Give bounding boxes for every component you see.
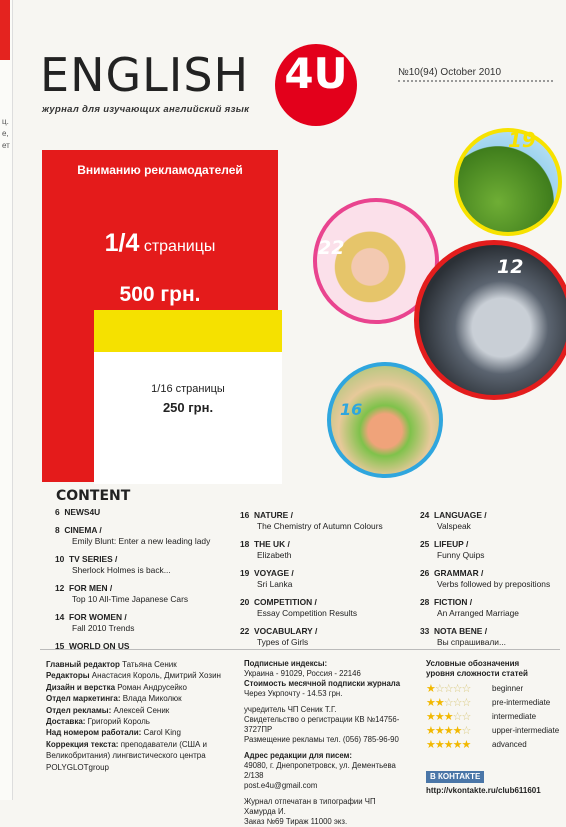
toc-article-title: The Chemistry of Autumn Colours (257, 521, 383, 531)
toc-section-title: LANGUAGE / (433, 510, 487, 520)
toc-item-header (55, 525, 235, 536)
toc-section-title: FICTION / (433, 597, 473, 607)
cost-text: Через Укрпочту - 14.53 грн. (244, 689, 343, 698)
ad-quarter-fraction: 1/4 (104, 229, 140, 257)
toc-item-header (55, 612, 235, 623)
toc-page-number: 22 (240, 626, 250, 636)
toc-section-title: FOR MEN / (68, 583, 113, 593)
credit-label: Над номером работали: (46, 728, 142, 738)
toc-article-title: Sherlock Holmes is back... (72, 565, 171, 575)
toc-article-title: An Arranged Marriage (437, 608, 519, 618)
magazine-tagline: журнал для изучающих английский язык (42, 104, 250, 115)
toc-section-title: NOTA BENE / (433, 626, 488, 636)
fruit-photo (327, 362, 443, 478)
toc-item-header (55, 554, 235, 565)
toc-article-title: Elizabeth (257, 550, 292, 560)
star-rating-icon: ★★★★★ (426, 738, 471, 751)
toc-item (55, 612, 235, 634)
vkontakte-badge[interactable]: В КОНТАКТЕ (426, 771, 484, 783)
toc-item-header (240, 568, 415, 579)
toc-section-title: TV SERIES / (68, 554, 118, 564)
toc-page-number: 18 (240, 539, 250, 549)
toc-section-title: CINEMA / (64, 525, 102, 535)
toc-item (55, 641, 235, 652)
credit-value: Григорий Король (87, 717, 150, 727)
ads-phone: Размещение рекламы тел. (056) 785-96-90 (244, 735, 399, 744)
ad-quarter-word: страницы (143, 238, 216, 255)
toc-page-number: 26 (420, 568, 430, 578)
vkontakte-link[interactable]: http://vkontakte.ru/club611601 (426, 786, 541, 795)
toc-page-number: 15 (55, 641, 65, 651)
legend-title: Условные обозначения (426, 659, 520, 668)
toc-item (55, 554, 235, 576)
toc-section-title: VOCABULARY / (253, 626, 318, 636)
credit-label: Отдел рекламы: (46, 705, 112, 715)
credit-value: Алексей Сеник (113, 705, 170, 715)
credit-value: Carol King (143, 728, 181, 738)
toc-article-title: Top 10 All-Time Japanese Cars (72, 594, 189, 604)
legend-level-label: pre-intermediate (492, 698, 551, 707)
toc-page-number: 28 (420, 597, 430, 607)
credit-value: Роман Андрусейко (117, 682, 187, 692)
order: Заказ №69 Тираж 11000 экз. (244, 817, 348, 826)
credit-line (46, 716, 236, 727)
credit-line (46, 659, 236, 670)
toc-article-title: Types of Girls (257, 637, 309, 647)
car-page-number: 12 (497, 256, 524, 278)
toc-item-header (420, 626, 560, 637)
index-title: Подписные индексы: (244, 659, 328, 668)
credit-label: Главный редактор (46, 660, 120, 669)
toc-column-2 (240, 510, 415, 655)
toc-item-header (240, 539, 415, 550)
credit-value: Татьяна Сеник (122, 660, 177, 669)
ad-white-block (94, 352, 282, 484)
toc-section-title: THE UK / (253, 539, 290, 549)
toc-section-title: NEWS4U (64, 507, 101, 517)
toc-item (55, 525, 235, 547)
strip-text: ет (2, 141, 10, 150)
registration: Свидетельство о регистрации КВ №14756-3727ПР (244, 715, 400, 734)
fruit-page-number: 16 (340, 400, 363, 419)
toc-section-title: VOYAGE / (253, 568, 294, 578)
legend-level (426, 738, 562, 752)
issue-number: №10(94) October 2010 (398, 67, 502, 78)
toc-item-header (420, 510, 560, 521)
toc-item (55, 583, 235, 605)
credit-line (46, 670, 236, 681)
toc-page-number: 6 (55, 507, 60, 517)
credit-line (46, 727, 236, 738)
credit-value: Анастасия Король, Дмитрий Хозин (91, 671, 221, 681)
toc-item-header (420, 539, 560, 550)
dotted-divider (398, 80, 553, 86)
toc-section-title: COMPETITION / (253, 597, 317, 607)
address: 49080, г. Днепропетровск, ул. Дементьева 2/138 (244, 761, 396, 780)
toc-item (240, 597, 415, 619)
toc-item-header (240, 626, 415, 637)
star-rating-icon: ★☆☆☆☆ (426, 682, 471, 695)
toc-article-title: Funny Quips (437, 550, 485, 560)
credit-label: Отдел маркетинга: (46, 694, 121, 704)
logo-badge-text: 4U (284, 49, 348, 98)
toc-item (420, 568, 560, 590)
previous-page-red-block (0, 0, 10, 60)
legend-rows (426, 682, 562, 752)
toc-section-title: WORLD ON US (68, 641, 130, 651)
toc-item (240, 626, 415, 648)
legend-level-label: upper-intermediate (492, 726, 560, 735)
car-photo (414, 240, 566, 400)
ad-quarter-price: 500 грн. (119, 283, 201, 306)
tea-page-number: 19 (508, 128, 536, 152)
difficulty-legend (426, 659, 562, 752)
toc-item (55, 507, 235, 518)
founder: учредитель ЧП Сеник Т.Г. (244, 705, 337, 714)
toc-article-title: Fall 2010 Trends (72, 623, 135, 633)
toc-section-title: NATURE / (253, 510, 293, 520)
credit-value: преподаватели (США и Великобритания) лингвистического центра POLYGLOTgroup (46, 739, 208, 772)
toc-article-title: Вы спрашивали... (437, 637, 506, 647)
credit-line (46, 739, 236, 773)
legend-level (426, 696, 562, 710)
legend-level (426, 682, 562, 696)
toc-article-title: Essay Competition Results (257, 608, 358, 618)
legend-level-label: beginner (492, 684, 524, 693)
toc-section-title: LIFEUP / (433, 539, 469, 549)
toc-article-title: Valspeak (437, 521, 471, 531)
email: post.e4u@gmail.com (244, 781, 318, 790)
credit-line (46, 682, 236, 693)
toc-page-number: 12 (55, 583, 65, 593)
legend-subtitle: уровня сложности статей (426, 669, 528, 678)
toc-item (240, 510, 415, 532)
toc-item-header (55, 583, 235, 594)
ad-quarter-label (42, 229, 278, 258)
subscription-info (244, 659, 409, 827)
content-heading: CONTENT (56, 488, 131, 504)
doll-page-number: 22 (318, 237, 345, 259)
toc-item (420, 626, 560, 648)
toc-page-number: 10 (55, 554, 65, 564)
toc-page-number: 8 (55, 525, 60, 535)
credit-line (46, 705, 236, 716)
credit-value: Влада Миколюк (122, 694, 182, 704)
legend-level (426, 710, 562, 724)
magazine-logo: ENGLISH (40, 48, 250, 102)
ad-title: Вниманию рекламодателей (77, 163, 243, 177)
legend-level (426, 724, 562, 738)
toc-item-header (420, 568, 560, 579)
toc-article-title: Verbs followed by prepositions (437, 579, 551, 589)
toc-page-number: 24 (420, 510, 430, 520)
credit-line (46, 693, 236, 704)
toc-page-number: 20 (240, 597, 250, 607)
index-text: Украина - 91029, Россия - 22146 (244, 669, 361, 678)
toc-page-number: 25 (420, 539, 430, 549)
cost-title: Стоимость месячной подписки журнала (244, 679, 401, 688)
toc-item (240, 539, 415, 561)
toc-item (420, 597, 560, 619)
toc-item (420, 510, 560, 532)
toc-section-title: FOR WOMEN / (68, 612, 127, 622)
toc-item-header (420, 597, 560, 608)
toc-page-number: 33 (420, 626, 430, 636)
ad-sixteenth-label: 1/16 страницы (151, 383, 225, 395)
credit-label: Доставка: (46, 717, 86, 727)
address-title: Адрес редакции для писем: (244, 751, 352, 760)
ad-sixteenth-price: 250 грн. (162, 400, 214, 415)
credit-label: Дизайн и верстка (46, 682, 116, 692)
toc-page-number: 19 (240, 568, 250, 578)
toc-page-number: 14 (55, 612, 65, 622)
toc-article-title: Emily Blunt: Enter a new leading lady (72, 536, 211, 546)
credit-label: Коррекция текста: (46, 739, 119, 749)
star-rating-icon: ★★☆☆☆ (426, 696, 471, 709)
toc-item-header (240, 597, 415, 608)
strip-text: е, (2, 129, 9, 138)
editorial-credits (46, 659, 236, 773)
toc-column-1 (55, 507, 235, 659)
star-rating-icon: ★★★★☆ (426, 724, 471, 737)
footer-divider (40, 649, 560, 650)
toc-item-header (55, 641, 235, 652)
printed: Журнал отпечатан в типографии ЧП Хамурда И. (244, 797, 376, 816)
legend-level-label: advanced (492, 740, 527, 749)
toc-page-number: 16 (240, 510, 250, 520)
legend-level-label: intermediate (492, 712, 537, 721)
toc-item (420, 539, 560, 561)
strip-text: ц. (2, 117, 9, 126)
toc-item-header (55, 507, 235, 518)
toc-section-title: GRAMMAR / (433, 568, 484, 578)
toc-article-title: Sri Lanka (257, 579, 293, 589)
toc-column-3 (420, 510, 560, 655)
toc-item-header (240, 510, 415, 521)
toc-item (240, 568, 415, 590)
credit-label: Редакторы (46, 671, 90, 681)
star-rating-icon: ★★★☆☆ (426, 710, 471, 723)
